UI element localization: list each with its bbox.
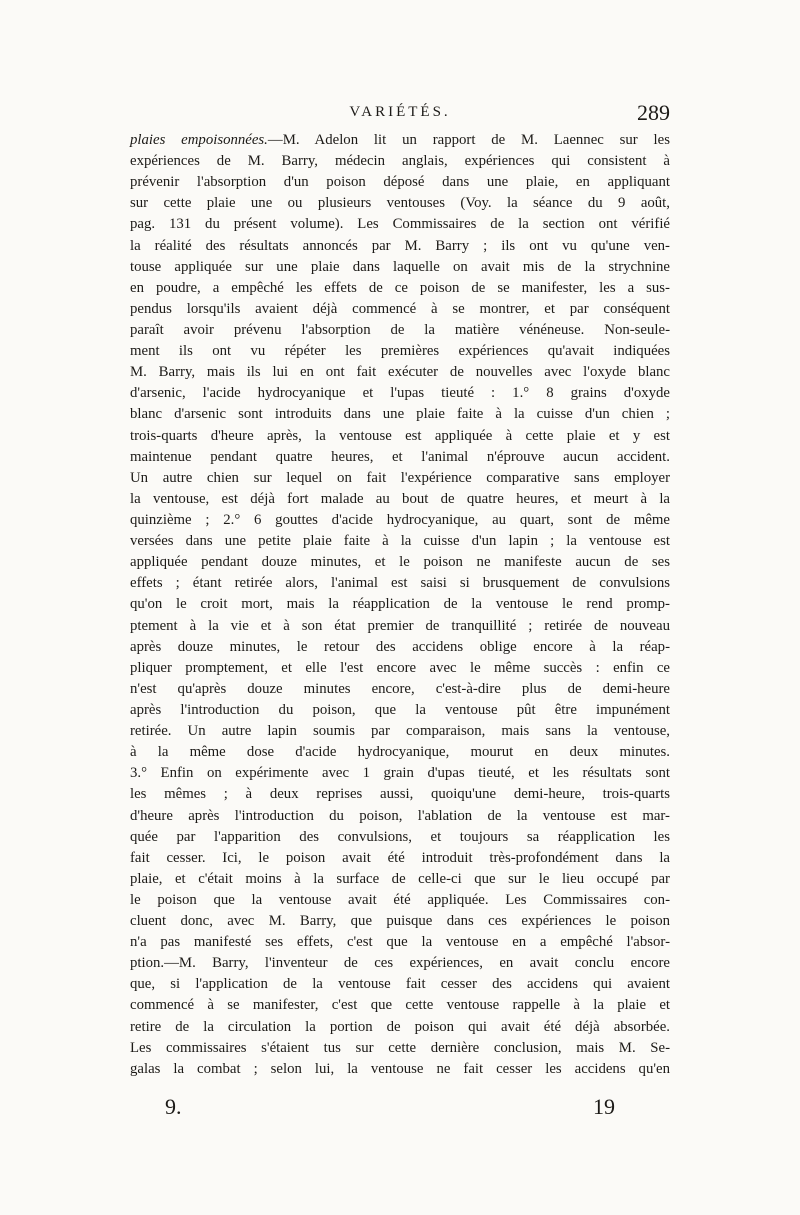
text-line: Les commissaires s'étaient tus sur cette dernière conclusion, mais M. Se- [130, 1039, 670, 1056]
text-line: 3.° Enfin on expérimente avec 1 grain d'upas tieuté, et les résultats sont [130, 765, 670, 782]
text-line: après l'introduction du poison, que la ventouse pût être impunément [130, 701, 670, 718]
text-line: n'est qu'après douze minutes encore, c'est-à-dire plus de demi-heure [130, 680, 670, 697]
text-line: pag. 131 du présent volume). Les Commissaires de la section ont vérifié [130, 216, 670, 233]
text-line: expériences de M. Barry, médecin anglais, expériences qui consistent à [130, 153, 670, 170]
text-line: d'arsenic, l'acide hydrocyanique et l'upas tieuté : 1.° 8 grains d'oxyde [130, 385, 670, 402]
text-line: la réalité des résultats annoncés par M. Barry ; ils ont vu qu'une ven- [130, 237, 670, 254]
text-line: galas la combat ; selon lui, la ventouse ne fait cesser les accidens qu'en [130, 1060, 670, 1077]
text-line: pendus lorsqu'ils avaient déjà commencé à se montrer, et par conséquent [130, 300, 670, 317]
italic-lead: plaies empoisonnées. [130, 132, 268, 148]
text-line: retire de la circulation la portion de poison qui avait été déjà absorbée. [130, 1018, 670, 1035]
text-line: quinzième ; 2.° 6 gouttes d'acide hydrocyanique, au quart, sont de même [130, 511, 670, 528]
text-line: le poison que la ventouse avait été appliquée. Les Commissaires con- [130, 891, 670, 908]
text-line: M. Barry, mais ils lui en ont fait exécuter de nouvelles avec l'oxyde blanc [130, 364, 670, 381]
signature-mark-right: 19 [593, 1094, 615, 1119]
text-line: les mêmes ; à deux reprises aussi, quoiqu'une demi-heure, trois-quarts [130, 786, 670, 803]
text-line: paraît avoir prévenu l'absorption de la matière vénéneuse. Non-seule- [130, 321, 670, 338]
text-line: effets ; étant retirée alors, l'animal est saisi si brusquement de convulsions [130, 575, 670, 592]
text-line: à la même dose d'acide hydrocyanique, mourut en deux minutes. [130, 744, 670, 761]
text-line: sur cette plaie une ou plusieurs ventouses (Voy. la séance du 9 août, [130, 195, 670, 212]
text-line: prévenir l'absorption d'un poison déposé dans une plaie, en appliquant [130, 174, 670, 191]
text-line: que, si l'application de la ventouse fait cesser des accidens qui avaient [130, 976, 670, 993]
text-line: ptement à la vie et à son état premier de tranquillité ; retirée de nouveau [130, 617, 670, 634]
text-line: ment ils ont vu répéter les premières expériences qu'avait indiquées [130, 343, 670, 360]
text-line: qu'on le croit mort, mais la réapplication de la ventouse le rend promp- [130, 596, 670, 613]
text-line: fait cesser. Ici, le poison avait été introduit très-profondément dans la [130, 849, 670, 866]
text-line [130, 130, 670, 151]
running-head [130, 100, 670, 128]
text-line: n'a pas manifesté ses effets, c'est que la ventouse en a empêché l'absor- [130, 934, 670, 951]
text-line: après douze minutes, le retour des accidens oblige encore à la réap- [130, 638, 670, 655]
text-line-rest: —M. Adelon lit un rapport de M. Laennec sur les [267, 132, 670, 148]
text-line: maintenue pendant quatre heures, et l'animal n'éprouve aucun accident. [130, 448, 670, 465]
text-line: Un autre chien sur lequel on fait l'expérience comparative sans employer [130, 469, 670, 486]
text-line: appliquée pendant douze minutes, et le poison ne manifeste aucun de ses [130, 554, 670, 571]
text-line: pliquer promptement, et elle l'est encore avec le même succès : enfin ce [130, 659, 670, 676]
text-line: quée par l'apparition des convulsions, et toujours sa réapplication les [130, 828, 670, 845]
signature-mark-left: 9. [165, 1094, 182, 1119]
body-text [130, 130, 670, 1080]
text-line: commencé à se manifester, c'est que cette ventouse rappelle à la plaie et [130, 997, 670, 1014]
text-line: d'heure après l'introduction du poison, l'ablation de la ventouse est mar- [130, 807, 670, 824]
running-title: VARIÉTÉS. [349, 104, 451, 120]
text-line: ption.—M. Barry, l'inventeur de ces expériences, en avait conclu encore [130, 955, 670, 972]
text-line: blanc d'arsenic sont introduits dans une plaie faite à la cuisse d'un chien ; [130, 406, 670, 423]
page-number: 289 [637, 100, 670, 125]
signature-footer [165, 1094, 615, 1124]
text-line: retirée. Un autre lapin soumis par comparaison, mais sans la ventouse, [130, 723, 670, 740]
text-line: plaie, et c'était moins à la surface de celle-ci que sur le lieu occupé par [130, 870, 670, 887]
text-line: touse appliquée sur une plaie dans laquelle on avait mis de la strychnine [130, 258, 670, 275]
text-line: trois-quarts d'heure après, la ventouse est appliquée à cette plaie et y est [130, 427, 670, 444]
text-line: en poudre, a empêché les effets de ce poison de se manifester, les a sus- [130, 279, 670, 296]
text-line: la ventouse, est déjà fort malade au bout de quatre heures, et meurt à la [130, 490, 670, 507]
text-line: cluent donc, avec M. Barry, que puisque dans ces expériences le poison [130, 913, 670, 930]
text-line: versées dans une petite plaie faite à la cuisse d'un lapin ; la ventouse est [130, 533, 670, 550]
